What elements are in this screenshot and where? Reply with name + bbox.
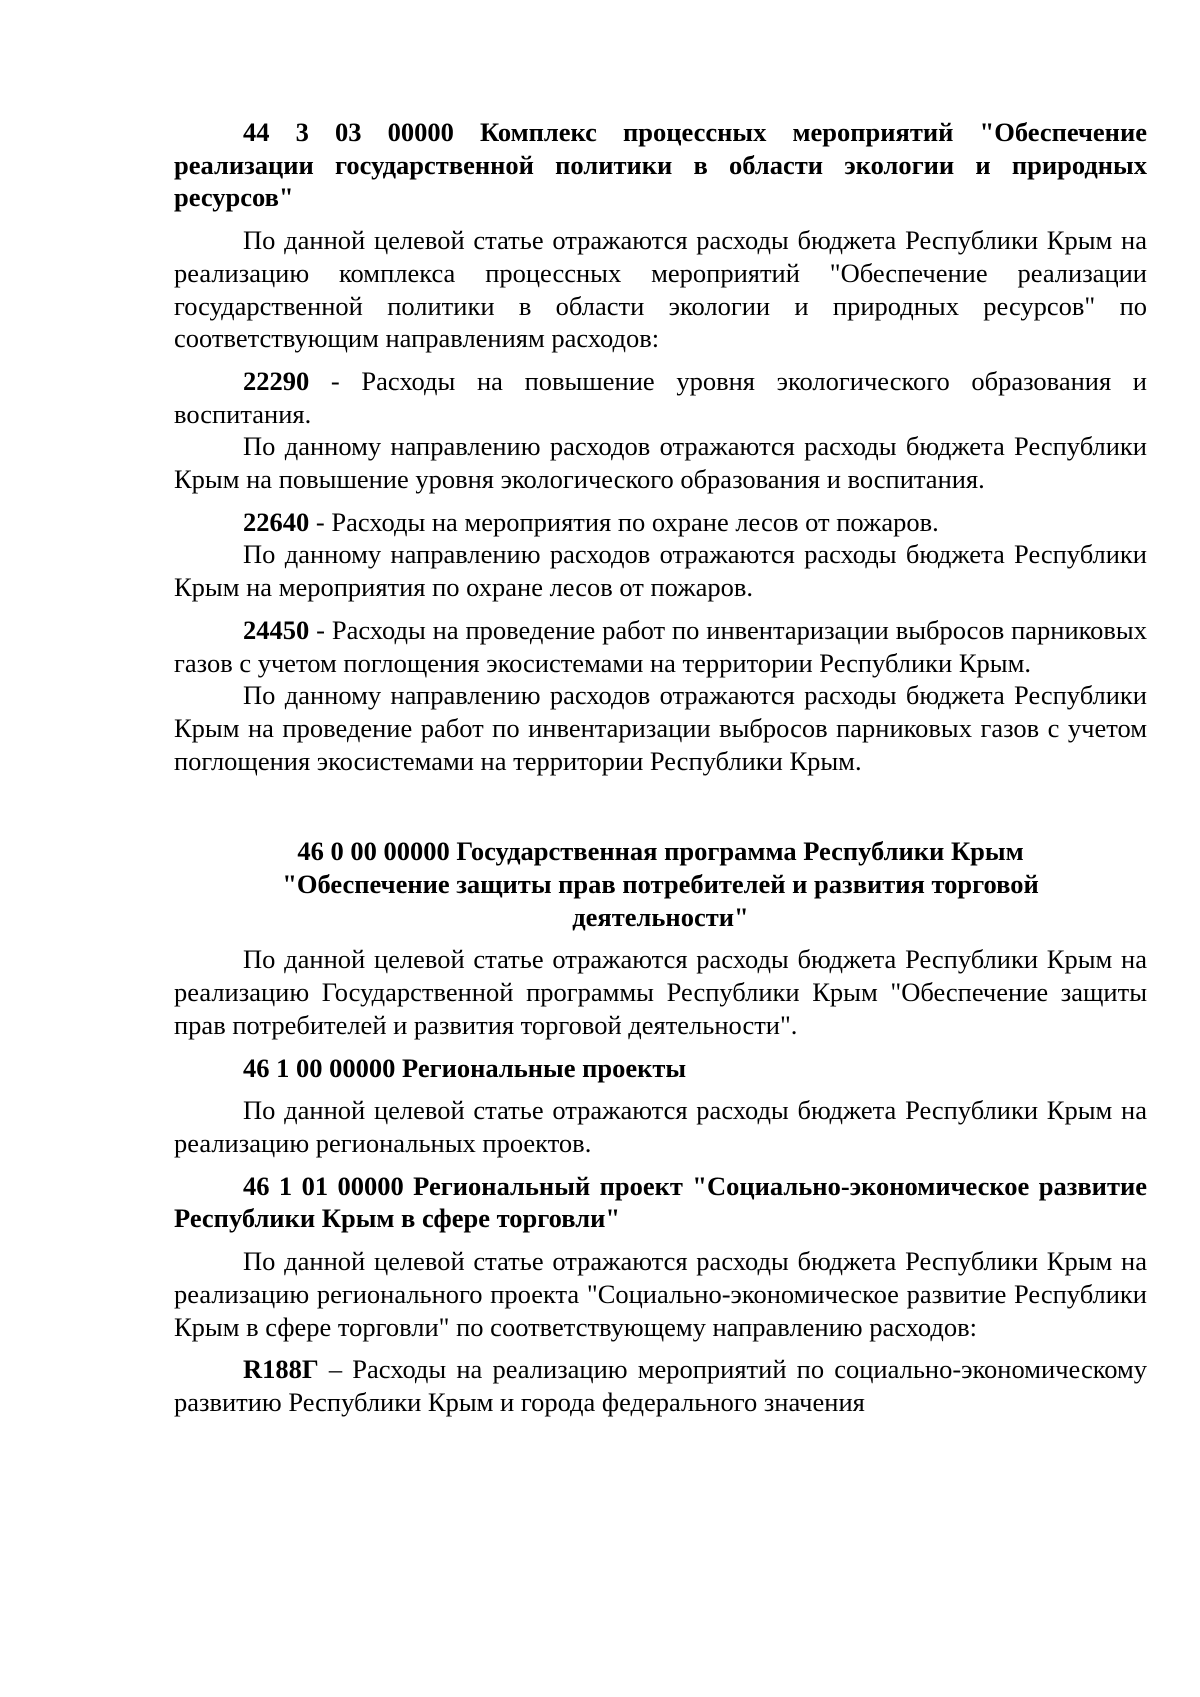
expense-desc-22640: По данному направлению расходов отражаются расходы бюджета Республики Крым на мероприятия по охране лесов от пожаров. <box>174 539 1147 603</box>
expense-item-22640 <box>174 506 1147 539</box>
expense-title-r188g: – Расходы на реализацию мероприятий по социально-экономическому развитию Республики Крым и города федерального значения <box>174 1354 1147 1417</box>
section-heading-44-3-03: 44 3 03 00000 Комплекс процессных мероприятий "Обеспечение реализации государственной политики в области экологии и природных ресурсов" <box>174 117 1147 213</box>
expense-code-r188g: R188Г <box>243 1354 319 1385</box>
expense-title-22290: - Расходы на повышение уровня экологического образования и воспитания. <box>174 365 1147 429</box>
section-heading-46-0-00 <box>174 835 1147 933</box>
section-heading-46-1-00: 46 1 00 00000 Региональные проекты <box>243 1052 687 1083</box>
section-intro-44-3-03: По данной целевой статье отражаются расходы бюджета Республики Крым на реализацию комплекса процессных мероприятий "Обеспечение реализации государственной политики в области экологии и природных ресурсов" по соответствующим направлениям расходов: <box>174 225 1147 354</box>
section-intro-46-0-00: По данной целевой статье отражаются расходы бюджета Республики Крым на реализацию Государственной программы Республики Крым "Обеспечение защиты прав потребителей и развития торговой деятельности". <box>174 944 1147 1040</box>
expense-item-22290 <box>174 365 1147 430</box>
expense-item-r188g <box>174 1353 1147 1418</box>
expense-desc-24450: По данному направлению расходов отражаются расходы бюджета Республики Крым на проведение работ по инвентаризации выбросов парниковых газов с учетом поглощения экосистемами на территории Республики Крым. <box>174 680 1147 776</box>
expense-item-24450 <box>174 614 1147 679</box>
section-heading-46-1-01: 46 1 01 00000 Региональный проект "Социально-экономическое развитие Республики Крым в сфере торговли" <box>174 1170 1147 1234</box>
expense-code-24450: 24450 <box>243 614 310 645</box>
section-intro-46-1-00: По данной целевой статье отражаются расходы бюджета Республики Крым на реализацию региональных проектов. <box>174 1095 1147 1158</box>
expense-title-24450: - Расходы на проведение работ по инвентаризации выбросов парниковых газов с учетом поглощения экосистемами на территории Республики Крым. <box>174 614 1147 678</box>
expense-desc-22290: По данному направлению расходов отражаются расходы бюджета Республики Крым на повышение уровня экологического образования и воспитания. <box>174 431 1147 495</box>
section-heading-46-0-00-line1: 46 0 00 00000 Государственная программа Республики Крым <box>297 836 1024 867</box>
expense-code-22640: 22640 <box>243 506 310 537</box>
document-page <box>174 116 1147 1419</box>
expense-code-22290: 22290 <box>243 365 310 396</box>
expense-title-22640: - Расходы на мероприятия по охране лесов от пожаров. <box>309 506 939 537</box>
section-heading-46-0-00-line3: деятельности" <box>572 901 749 932</box>
section-heading-46-0-00-line2: "Обеспечение защиты прав потребителей и развития торговой <box>282 869 1039 900</box>
section-intro-46-1-01: По данной целевой статье отражаются расходы бюджета Республики Крым на реализацию регионального проекта "Социально-экономическое развитие Республики Крым в сфере торговли" по соответствующему направлению расходов: <box>174 1246 1147 1342</box>
